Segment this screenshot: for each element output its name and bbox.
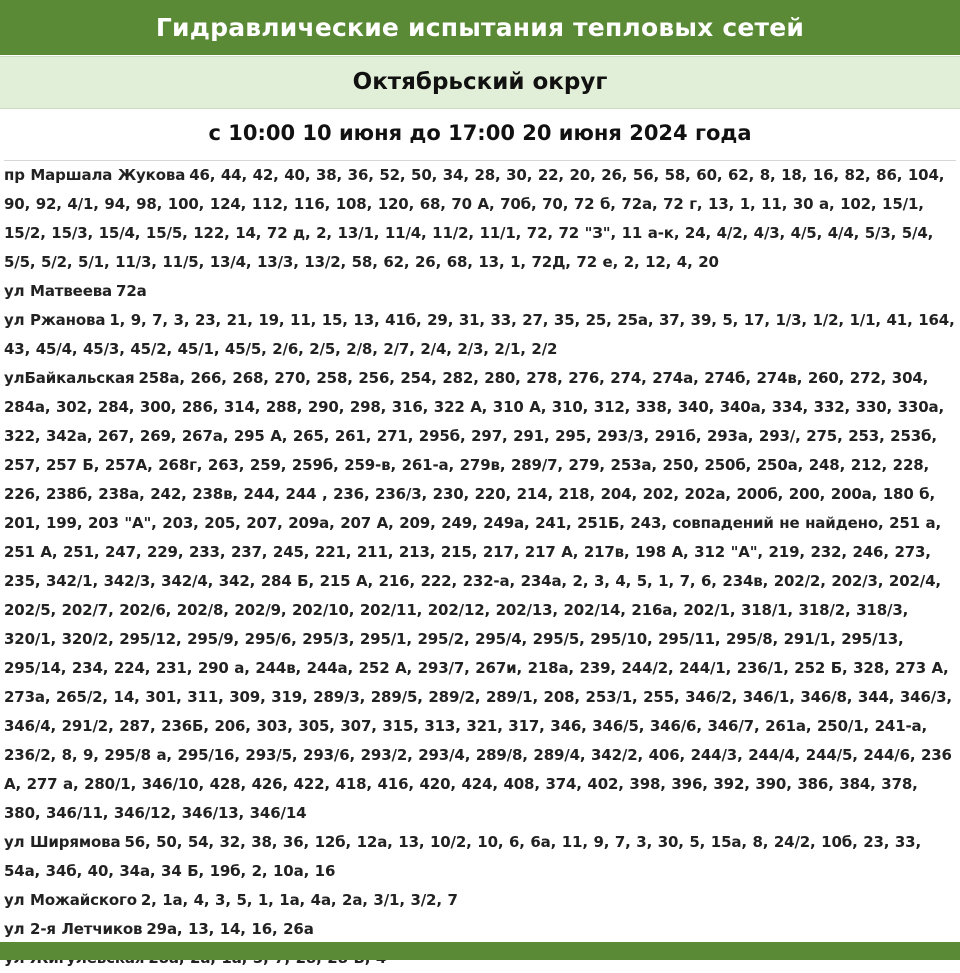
street-entry: [4, 306, 956, 364]
street-list: [4, 160, 956, 973]
house-numbers: 29а, 13, 14, 16, 26а: [146, 920, 314, 938]
house-numbers: 2, 1а, 4, 3, 5, 1, 1а, 4а, 2а, 3/1, 3/2, 7: [140, 891, 458, 909]
district-heading: Октябрьский округ: [0, 56, 960, 109]
house-numbers: 1, 9, 7, 3, 23, 21, 19, 11, 15, 13, 41б, 29, 31, 33, 27, 35, 25, 25а, 37, 39, 5, 17, 1/3, 1/2, 1/1, 41, 164, 43, 45/4, 45/3, 45/2, 45/1, 45/5, 2/6, 2/5, 2/8, 2/7, 2/4, 2/3, 2/1, 2/2: [4, 311, 955, 358]
street-name: ул Матвеева: [4, 282, 113, 300]
house-numbers: 72а: [116, 282, 147, 300]
street-entry: [4, 886, 956, 915]
street-name: ул Можайского: [4, 891, 137, 909]
street-name: ул Ржанова: [4, 311, 106, 329]
street-entry: [4, 364, 956, 828]
period-heading: с 10:00 10 июня до 17:00 20 июня 2024 года: [208, 121, 752, 145]
street-entry: [4, 161, 956, 277]
street-entry: [4, 915, 956, 944]
street-entry: [4, 828, 956, 886]
house-numbers: 56, 50, 54, 32, 38, 36, 12б, 12а, 13, 10/2, 10, 6, 6а, 11, 9, 7, 3, 30, 5, 15а, 8, 24/2, 10б, 23, 33, 54а, 34б, 40, 34а, 34 Б, 19б, 2, 10а, 16: [4, 833, 922, 880]
street-name: ул 2-я Летчиков: [4, 920, 143, 938]
house-numbers: 258а, 266, 268, 270, 258, 256, 254, 282, 280, 278, 276, 274, 274а, 274б, 274в, 260, 272, 304, 284а, 302, 284, 300, 286, 314, 288, 290, 298, 316, 322 А, 310 А, 310, 312, 338, 340, 340а, 334, 332, 330, 330а, 322, 342а, 267, 269, 267а, 295 А, 265, 261, 271, 295б, 297, 291, 295, 293/3, 291б, 293а, 293/, 275, 253, 253б, 257, 257 Б, 257А, 268г, 263, 259, 259б, 259-в, 261-а, 279в, 289/7, 279, 253а, 250, 250б, 250а, 248, 212, 228, 226, 238б, 238а, 242, 238в, 244, 244 , 236, 236/3, 230, 220, 214, 218, 204, 202, 202а, 200б, 200, 200а, 180 б, 201, 199, 203 "А", 203, 205, 207, 209а, 207 А, 209, 249, 249а, 241, 251Б, 243, совпадений не найдено, 251 а, 251 А, 251, 247, 229, 233, 237, 245, 221, 211, 213, 215, 217, 217 А, 217в, 198 А, 312 "А", 219, 232, 246, 273, 235, 342/1, 342/3, 342/4, 342, 284 Б, 215 А, 216, 222, 232-а, 234а, 2, 3, 4, 5, 1, 7, 6, 234в, 202/2, 202/3, 202/4, 202/5, 202/7, 202/6, 202/8, 202/9, 202/10, 202/11, 202/12, 202/13, 202/14, 216а, 202/1, 318/1, 318/2, 318/3, 320/1, 320/2, 295/12, 295/9, 295/6, 295/3, 295/1, 295/2, 295/4, 295/5, 295/10, 295/11, 295/8, 291/1, 295/13, 295/14, 234, 224, 231, 290 а, 244в, 244а, 252 А, 293/7, 267и, 218а, 239, 244/2, 244/1, 236/1, 252 Б, 328, 273 А, 273а, 265/2, 14, 301, 311, 309, 319, 289/3, 289/5, 289/2, 289/1, 208, 253/1, 255, 346/2, 346/1, 346/8, 344, 346/3, 346/4, 291/2, 287, 236Б, 206, 303, 305, 307, 315, 313, 321, 317, 346, 346/5, 346/6, 346/7, 261а, 250/1, 241-а, 236/2, 8, 9, 295/8 а, 295/16, 293/5, 293/6, 293/2, 293/4, 289/8, 289/4, 342/2, 406, 244/3, 244/4, 244/5, 244/6, 236 А, 277 а, 280/1, 346/10, 428, 426, 422, 418, 416, 420, 424, 408, 374, 402, 398, 396, 392, 390, 386, 384, 378, 380, 346/11, 346/12, 346/13, 346/14: [4, 369, 952, 822]
street-entry: [4, 277, 956, 306]
house-numbers: 46, 44, 42, 40, 38, 36, 52, 50, 34, 28, 30, 22, 20, 26, 56, 58, 60, 62, 8, 18, 16, 82, 86, 104, 90, 92, 4/1, 94, 98, 100, 124, 112, 116, 108, 120, 68, 70 А, 70б, 70, 72 б, 72а, 72 г, 13, 1, 11, 30 а, 102, 15/1, 15/2, 15/3, 15/4, 15/5, 122, 14, 72 д, 2, 13/1, 11/4, 11/2, 11/1, 72, 72 "З", 11 а-к, 24, 4/2, 4/3, 4/5, 4/4, 5/3, 5/4, 5/5, 5/2, 5/1, 11/3, 11/5, 13/4, 13/3, 13/2, 58, 62, 26, 68, 13, 1, 72Д, 72 е, 2, 12, 4, 20: [4, 166, 945, 271]
street-name: пр Маршала Жукова: [4, 166, 186, 184]
page-title: Гидравлические испытания тепловых сетей: [0, 0, 960, 55]
street-name: ул Ширямова: [4, 833, 121, 851]
footer-bar: [0, 942, 960, 960]
street-name: улБайкальская: [4, 369, 135, 387]
